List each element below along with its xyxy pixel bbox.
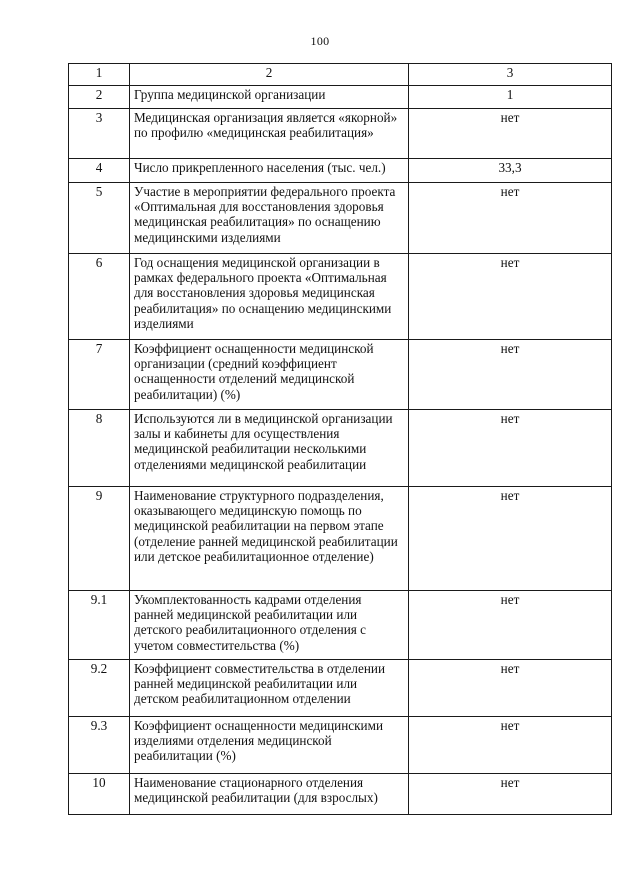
- table-row: [69, 254, 612, 340]
- table-row: [69, 660, 612, 717]
- table-row: [69, 410, 612, 487]
- row-value: нет: [409, 340, 612, 410]
- table-header-row: [69, 64, 612, 86]
- row-value: 1: [409, 86, 612, 109]
- table-row: [69, 86, 612, 109]
- row-number: 5: [69, 183, 130, 254]
- table-row: [69, 183, 612, 254]
- table-row: [69, 591, 612, 660]
- row-number: 3: [69, 109, 130, 159]
- table-row: [69, 774, 612, 815]
- header-cell-2: 2: [130, 64, 409, 86]
- row-value: нет: [409, 487, 612, 591]
- row-description: Укомплектованность кадрами отделения ранней медицинской реабилитации или детского реабилитационного отделения с учетом совместительства (%): [130, 591, 409, 660]
- table-row: [69, 159, 612, 183]
- row-value: нет: [409, 183, 612, 254]
- table-row: [69, 340, 612, 410]
- row-value: нет: [409, 254, 612, 340]
- row-number: 9: [69, 487, 130, 591]
- row-value: 33,3: [409, 159, 612, 183]
- row-description: Коэффициент оснащенности медицинской организации (средний коэффициент оснащенности отделений медицинской реабилитации) (%): [130, 340, 409, 410]
- row-number: 10: [69, 774, 130, 815]
- row-description: Используются ли в медицинской организации залы и кабинеты для осуществления медицинской реабилитации несколькими отделениями медицинской реабилитации: [130, 410, 409, 487]
- row-description: Коэффициент оснащенности медицинскими изделиями отделения медицинской реабилитации (%): [130, 717, 409, 774]
- row-value: нет: [409, 591, 612, 660]
- row-number: 9.1: [69, 591, 130, 660]
- data-table: [68, 63, 612, 815]
- row-description: Группа медицинской организации: [130, 86, 409, 109]
- row-description: Наименование структурного подразделения, оказывающего медицинскую помощь по медицинской реабилитации на первом этапе (отделение ранней медицинской реабилитации или детское реабилитационное отделение): [130, 487, 409, 591]
- page-number: 100: [310, 34, 330, 48]
- row-number: 9.3: [69, 717, 130, 774]
- row-value: нет: [409, 717, 612, 774]
- table-row: [69, 717, 612, 774]
- header-cell-3: 3: [409, 64, 612, 86]
- row-value: нет: [409, 410, 612, 487]
- row-number: 9.2: [69, 660, 130, 717]
- row-number: 2: [69, 86, 130, 109]
- row-description: Год оснащения медицинской организации в рамках федерального проекта «Оптимальная для восстановления здоровья медицинская реабилитация» по оснащению медицинскими изделиями: [130, 254, 409, 340]
- row-number: 7: [69, 340, 130, 410]
- row-description: Наименование стационарного отделения медицинской реабилитации (для взрослых): [130, 774, 409, 815]
- row-value: нет: [409, 774, 612, 815]
- row-number: 8: [69, 410, 130, 487]
- row-number: 6: [69, 254, 130, 340]
- row-description: Коэффициент совместительства в отделении ранней медицинской реабилитации или детском реабилитационном отделении: [130, 660, 409, 717]
- row-description: Число прикрепленного населения (тыс. чел.): [130, 159, 409, 183]
- row-description: Участие в мероприятии федерального проекта «Оптимальная для восстановления здоровья медицинская реабилитация» по оснащению медицинскими изделиями: [130, 183, 409, 254]
- header-cell-1: 1: [69, 64, 130, 86]
- row-value: нет: [409, 660, 612, 717]
- row-description: Медицинская организация является «якорной» по профилю «медицинская реабилитация»: [130, 109, 409, 159]
- row-number: 4: [69, 159, 130, 183]
- row-value: нет: [409, 109, 612, 159]
- table-row: [69, 109, 612, 159]
- table-row: [69, 487, 612, 591]
